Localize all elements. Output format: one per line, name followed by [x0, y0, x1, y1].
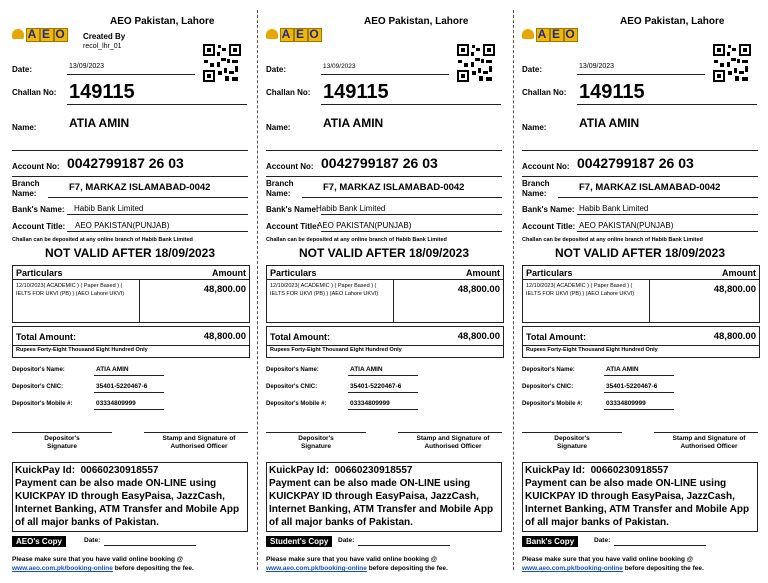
amount-in-words: Rupees Forty-Eight Thousand Eight Hundred Only [16, 347, 148, 353]
depositor-cnic-value: 35401-5220467-6 [96, 383, 148, 390]
depositor-signature-label: Depositor's Signature [554, 435, 590, 450]
logo-letter: E [551, 27, 560, 41]
booking-link[interactable]: www.aeo.com.pk/booking-online [266, 565, 367, 572]
aeo-logo [522, 26, 584, 44]
officer-stamp-label: Stamp and Signature of Authorised Officer [162, 435, 236, 450]
booking-link[interactable]: www.aeo.com.pk/booking-online [12, 565, 113, 572]
challan-no-value: 149115 [69, 81, 135, 103]
account-title-value: AEO PAKISTAN(PUNJAB) [579, 221, 674, 230]
bank-name-label: Bank's Name: [266, 205, 319, 214]
copy-separator-2 [513, 10, 514, 570]
kuickpay-box [12, 462, 248, 532]
account-title-value: AEO PAKISTAN(PUNJAB) [317, 221, 412, 230]
office-title: AEO Pakistan, Lahore [364, 16, 469, 27]
officer-stamp-label: Stamp and Signature of Authorised Officer [416, 435, 490, 450]
deposit-note: Challan can be deposited at any online branch of Habib Bank Limited [522, 237, 703, 243]
account-title-label: Account Title: [522, 222, 576, 231]
not-valid-after: NOT VALID AFTER 18/09/2023 [44, 246, 216, 260]
particular-item: 12/10/2023( ACADEMIC ) ( Paper Based ) ( IELTS FOR UKVI (PB) ) (AEO Lahore UKVI) [526, 283, 635, 297]
account-no-value: 0042799187 26 03 [67, 155, 184, 171]
challan-no-label: Challan No: [12, 88, 57, 97]
account-no-label: Account No: [12, 162, 60, 171]
challan-no-value: 149115 [579, 81, 645, 103]
bank-name-value: Habib Bank Limited [74, 204, 144, 213]
branch-name-label: Branch Name: [12, 179, 40, 198]
amount-header: Amount [722, 268, 756, 278]
branch-name-value: F7, MARKAZ ISLAMABAD-0042 [579, 182, 721, 193]
challan-no-value: 149115 [323, 81, 389, 103]
depositor-cnic-value: 35401-5220467-6 [606, 383, 658, 390]
depositor-name-label: Depositor's Name: [12, 367, 65, 373]
payment-message: Payment can be also made ON-LINE using KUICKPAY ID through EasyPaisa, JazzCash, Internet Banking, ATM Transfer and Mobile App of all major banks of Pakistan. [525, 478, 750, 528]
challan-copy [522, 10, 758, 578]
particular-amount: 48,800.00 [203, 284, 246, 295]
logo-letter: O [565, 27, 575, 41]
depositor-mobile-value: 03334809999 [96, 400, 136, 407]
challan-copy [12, 10, 248, 578]
amount-in-words: Rupees Forty-Eight Thousand Eight Hundred Only [526, 347, 658, 353]
name-value: ATIA AMIN [323, 116, 384, 130]
amount-header: Amount [212, 268, 246, 278]
booking-note: Please make sure that you have valid online booking @ www.aeo.com.pk/booking-online before depositing the fee. [522, 556, 704, 572]
deposit-note: Challan can be deposited at any online branch of Habib Bank Limited [266, 237, 447, 243]
challan-no-label: Challan No: [522, 88, 567, 97]
depositor-cnic-label: Depositor's CNIC: [266, 384, 318, 390]
challan-copy [266, 10, 502, 578]
logo-letter: O [55, 27, 65, 41]
logo-emblem-icon [12, 29, 24, 39]
copy-badge: Bank's Copy [522, 536, 578, 547]
particulars-table [522, 265, 760, 323]
depositor-mobile-label: Depositor's Mobile #: [12, 401, 73, 407]
not-valid-after: NOT VALID AFTER 18/09/2023 [554, 246, 726, 260]
amount-header: Amount [466, 268, 500, 278]
aeo-logo [12, 26, 74, 44]
kuickpay-box [266, 462, 502, 532]
depositor-name-value: ATIA AMIN [606, 366, 639, 373]
bank-name-label: Bank's Name: [12, 205, 65, 214]
date-value: 13/09/2023 [69, 63, 105, 70]
particular-amount: 48,800.00 [713, 284, 756, 295]
branch-name-value: F7, MARKAZ ISLAMABAD-0042 [323, 182, 465, 193]
office-title: AEO Pakistan, Lahore [620, 16, 725, 27]
copy-date-label: Date: [84, 537, 101, 544]
depositor-name-value: ATIA AMIN [350, 366, 383, 373]
total-amount-value: 48,800.00 [457, 331, 500, 342]
particulars-header: Particulars [526, 268, 573, 278]
kuickpay-id: 00660230918557 [334, 465, 413, 476]
challan-no-label: Challan No: [266, 88, 311, 97]
account-no-value: 0042799187 26 03 [577, 155, 694, 171]
logo-letter: E [295, 27, 304, 41]
copy-badge: AEO's Copy [12, 536, 66, 547]
account-title-label: Account Title: [266, 222, 320, 231]
particulars-header: Particulars [270, 268, 317, 278]
depositor-signature-label: Depositor's Signature [44, 435, 80, 450]
qr-code [456, 43, 496, 83]
particular-item: 12/10/2023( ACADEMIC ) ( Paper Based ) ( IELTS FOR UKVI (PB) ) (AEO Lahore UKVI) [16, 283, 125, 297]
depositor-mobile-value: 03334809999 [606, 400, 646, 407]
logo-emblem-icon [266, 29, 278, 39]
office-title: AEO Pakistan, Lahore [110, 16, 215, 27]
qr-code [202, 43, 242, 83]
bank-name-value: Habib Bank Limited [579, 204, 649, 213]
logo-letter: A [281, 27, 291, 41]
aeo-logo [266, 26, 328, 44]
total-amount-label: Total Amount: [526, 332, 586, 342]
kuickpay-box [522, 462, 758, 532]
depositor-signature-label: Depositor's Signature [298, 435, 334, 450]
created-by-value: recol_lhr_01 [83, 43, 122, 50]
bank-name-label: Bank's Name: [522, 205, 575, 214]
copy-date-label: Date: [338, 537, 355, 544]
particular-item: 12/10/2023( ACADEMIC ) ( Paper Based ) ( IELTS FOR UKVI (PB) ) (AEO Lahore UKVI) [270, 283, 379, 297]
created-by-label: Created By [83, 32, 126, 41]
particulars-table [12, 265, 250, 323]
depositor-mobile-label: Depositor's Mobile #: [522, 401, 583, 407]
logo-letter: E [41, 27, 50, 41]
bank-name-value: Habib Bank Limited [316, 204, 386, 213]
account-no-label: Account No: [522, 162, 570, 171]
depositor-cnic-value: 35401-5220467-6 [350, 383, 402, 390]
date-value: 13/09/2023 [323, 63, 356, 70]
copy-date-label: Date: [594, 537, 611, 544]
kuickpay-label: KuickPay Id: [269, 465, 330, 476]
account-no-label: Account No: [266, 162, 314, 171]
depositor-name-value: ATIA AMIN [96, 366, 129, 373]
name-value: ATIA AMIN [69, 116, 130, 130]
kuickpay-id: 00660230918557 [80, 465, 159, 476]
booking-note: Please make sure that you have valid online booking @ www.aeo.com.pk/booking-online before depositing the fee. [266, 556, 448, 572]
kuickpay-label: KuickPay Id: [525, 465, 586, 476]
booking-link[interactable]: www.aeo.com.pk/booking-online [522, 565, 623, 572]
depositor-name-label: Depositor's Name: [266, 367, 319, 373]
name-label: Name: [522, 123, 547, 132]
depositor-name-label: Depositor's Name: [522, 367, 575, 373]
total-box [522, 326, 760, 358]
payment-message: Payment can be also made ON-LINE using KUICKPAY ID through EasyPaisa, JazzCash, Internet Banking, ATM Transfer and Mobile App of all major banks of Pakistan. [269, 478, 494, 528]
total-amount-label: Total Amount: [16, 332, 76, 342]
depositor-mobile-value: 03334809999 [350, 400, 390, 407]
particulars-table [266, 265, 504, 323]
depositor-cnic-label: Depositor's CNIC: [12, 384, 64, 390]
copy-separator-1 [257, 10, 258, 570]
kuickpay-label: KuickPay Id: [15, 465, 76, 476]
branch-name-label: Branch Name: [522, 179, 550, 198]
account-title-value: AEO PAKISTAN(PUNJAB) [75, 221, 170, 230]
date-label: Date: [266, 65, 287, 74]
logo-letter: A [537, 27, 547, 41]
date-value: 13/09/2023 [579, 63, 615, 70]
date-label: Date: [522, 65, 543, 74]
total-box [12, 326, 250, 358]
not-valid-after: NOT VALID AFTER 18/09/2023 [298, 246, 470, 260]
total-amount-label: Total Amount: [270, 332, 330, 342]
total-amount-value: 48,800.00 [713, 331, 756, 342]
copy-badge: Student's Copy [266, 536, 332, 547]
branch-name-label: Branch Name: [266, 179, 294, 198]
logo-letter: O [309, 27, 319, 41]
account-title-label: Account Title: [12, 222, 66, 231]
qr-code [712, 43, 752, 83]
amount-in-words: Rupees Forty-Eight Thousand Eight Hundred Only [270, 347, 402, 353]
branch-name-value: F7, MARKAZ ISLAMABAD-0042 [69, 182, 211, 193]
booking-note: Please make sure that you have valid online booking @ www.aeo.com.pk/booking-online before depositing the fee. [12, 556, 194, 572]
kuickpay-id: 00660230918557 [590, 465, 669, 476]
payment-message: Payment can be also made ON-LINE using KUICKPAY ID through EasyPaisa, JazzCash, Internet Banking, ATM Transfer and Mobile App of all major banks of Pakistan. [15, 478, 240, 528]
depositor-cnic-label: Depositor's CNIC: [522, 384, 574, 390]
name-label: Name: [266, 123, 291, 132]
particulars-header: Particulars [16, 268, 63, 278]
total-amount-value: 48,800.00 [203, 331, 246, 342]
logo-emblem-icon [522, 29, 534, 39]
account-no-value: 0042799187 26 03 [321, 155, 438, 171]
particular-amount: 48,800.00 [457, 284, 500, 295]
deposit-note: Challan can be deposited at any online branch of Habib Bank Limited [12, 237, 193, 243]
total-box [266, 326, 504, 358]
name-value: ATIA AMIN [579, 116, 640, 130]
name-label: Name: [12, 123, 37, 132]
officer-stamp-label: Stamp and Signature of Authorised Officer [672, 435, 746, 450]
depositor-mobile-label: Depositor's Mobile #: [266, 401, 327, 407]
date-label: Date: [12, 65, 33, 74]
logo-letter: A [27, 27, 37, 41]
